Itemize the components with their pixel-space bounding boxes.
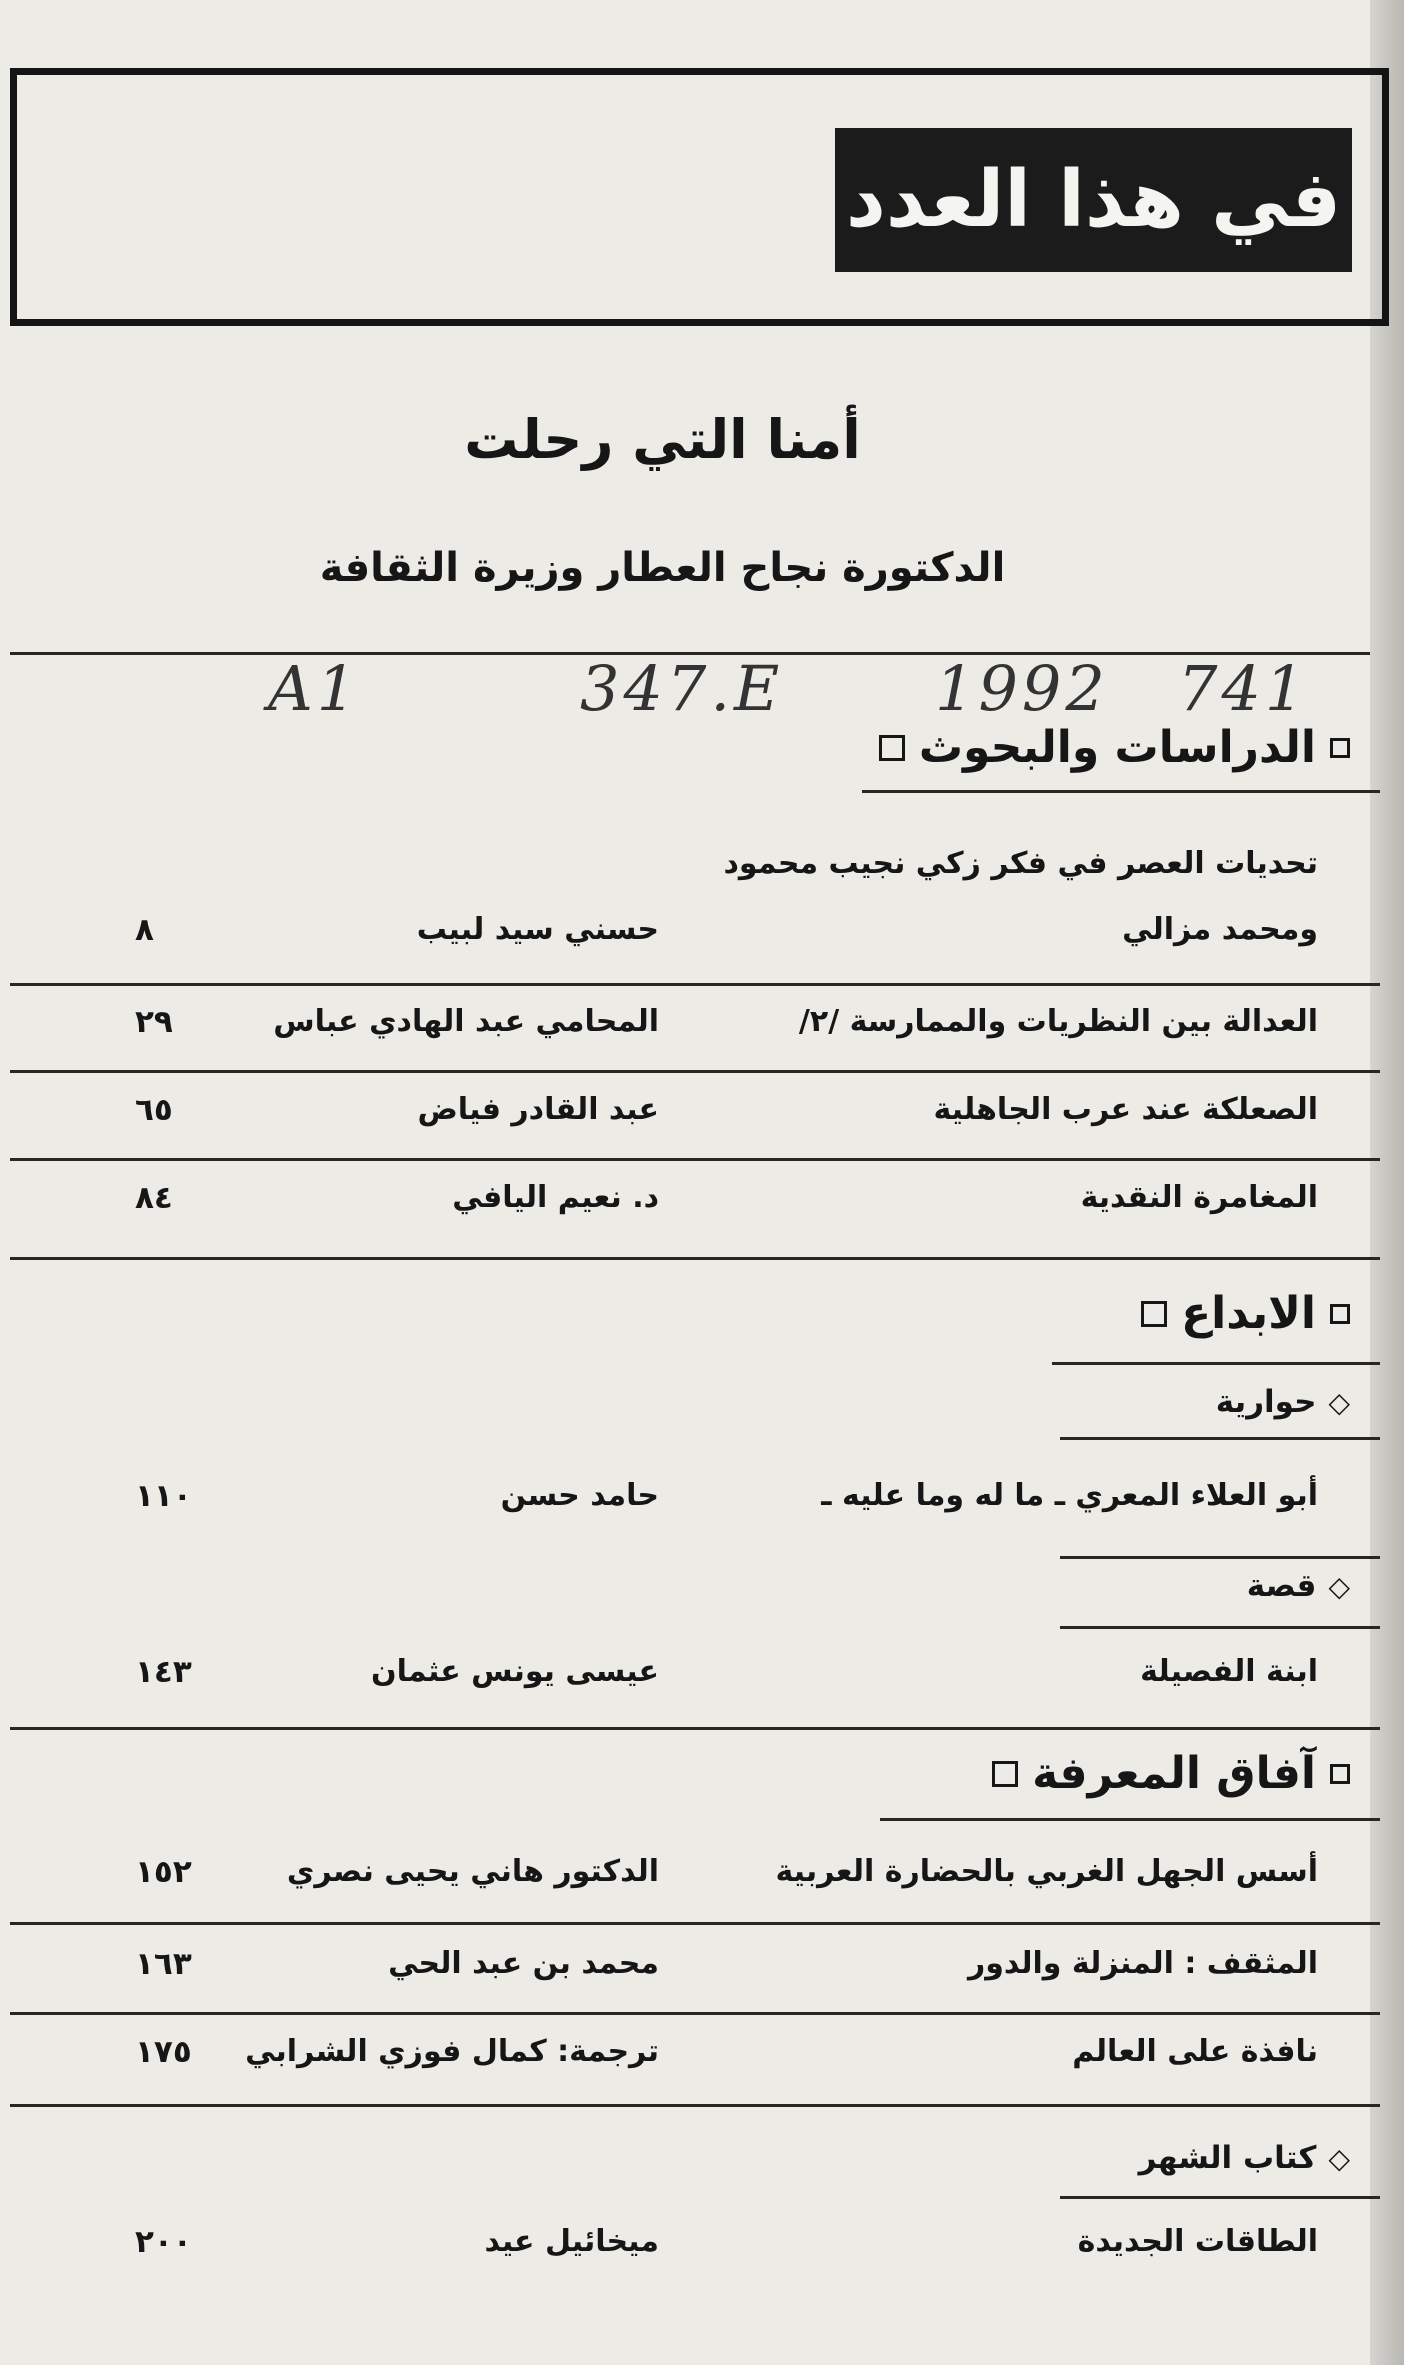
page-subtitle: الدكتورة نجاح العطار وزيرة الثقافة xyxy=(319,545,1006,591)
entry-page: ٦٥ xyxy=(135,1092,173,1128)
entry-author: الدكتور هاني يحيى نصري xyxy=(286,1854,659,1889)
toc-row xyxy=(0,1092,1404,1142)
entry-title: الطاقات الجديدة xyxy=(1077,2224,1318,2259)
section-heading xyxy=(992,1748,1350,1799)
toc-row xyxy=(0,1478,1404,1528)
entry-page: ١٤٣ xyxy=(135,1654,192,1690)
toc-row xyxy=(0,1180,1404,1230)
divider xyxy=(10,1070,1380,1073)
square-bullet-icon xyxy=(1330,1764,1350,1784)
divider xyxy=(1060,2196,1380,2199)
toc-row xyxy=(0,912,1404,962)
entry-page: ١٦٣ xyxy=(135,1946,192,1982)
divider xyxy=(1052,1362,1380,1365)
divider xyxy=(10,1257,1380,1260)
divider xyxy=(1060,1437,1380,1440)
entry-title: الصعلكة عند عرب الجاهلية xyxy=(933,1092,1318,1127)
entry-author: المحامي عبد الهادي عباس xyxy=(273,1004,659,1039)
header-banner: في هذا العدد xyxy=(835,128,1352,272)
entry-author: د. نعيم اليافي xyxy=(452,1180,659,1215)
entry-page: ١٥٢ xyxy=(135,1854,192,1890)
divider xyxy=(10,1922,1380,1925)
divider xyxy=(880,1818,1380,1821)
entry-page: ٨ xyxy=(135,912,154,948)
entry-title: أسس الجهل الغربي بالحضارة العربية xyxy=(775,1854,1318,1889)
divider xyxy=(862,790,1380,793)
toc-row xyxy=(0,2034,1404,2084)
entry-title: ابنة الفصيلة xyxy=(1140,1654,1318,1689)
page-title: أمنا التي رحلت xyxy=(464,408,861,471)
entry-author: حامد حسن xyxy=(500,1478,659,1513)
entry-page: ٨٤ xyxy=(135,1180,173,1216)
subsection-heading xyxy=(1247,1568,1350,1604)
diamond-bullet-icon: ◇ xyxy=(1328,1385,1350,1419)
entry-author: حسني سيد لبيب xyxy=(416,912,659,947)
subsection-label: حوارية xyxy=(1215,1384,1317,1420)
entry-author: محمد بن عبد الحي xyxy=(388,1946,659,1981)
divider xyxy=(10,2104,1380,2107)
divider xyxy=(10,1158,1380,1161)
entry-title: نافذة على العالم xyxy=(1072,2034,1318,2069)
entry-author: ترجمة: كمال فوزي الشرابي xyxy=(245,2034,659,2069)
entry-page: ١٧٥ xyxy=(135,2034,192,2070)
entry-page: ٢٩ xyxy=(135,1004,173,1040)
square-bullet-icon xyxy=(1330,1304,1350,1324)
toc-row xyxy=(0,1854,1404,1904)
divider xyxy=(1060,1556,1380,1559)
entry-title: أبو العلاء المعري ـ ما له وما عليه ـ xyxy=(821,1478,1318,1513)
toc-row xyxy=(0,1654,1404,1704)
entry-title: العدالة بين النظريات والممارسة /٢/ xyxy=(798,1004,1318,1039)
entry-author: عبد القادر فياض xyxy=(417,1092,659,1127)
subsection-heading xyxy=(1139,2140,1350,2176)
square-bullet-icon xyxy=(1330,738,1350,758)
subsection-label: قصة xyxy=(1246,1568,1317,1604)
section-heading-label: الدراسات والبحوث xyxy=(918,722,1316,773)
entry-author: عيسى يونس عثمان xyxy=(371,1654,659,1689)
divider xyxy=(1060,1626,1380,1629)
handwritten-note-4: 741 xyxy=(1178,652,1309,725)
entry-title-line-1: تحديات العصر في فكر زكي نجيب محمود xyxy=(723,846,1318,881)
section-heading xyxy=(1141,1288,1350,1339)
divider xyxy=(10,983,1380,986)
subsection-label: كتاب الشهر xyxy=(1138,2140,1317,2176)
entry-page: ٢٠٠ xyxy=(135,2224,192,2260)
divider xyxy=(10,2012,1380,2015)
diamond-bullet-icon: ◇ xyxy=(1328,1569,1350,1603)
divider xyxy=(10,1727,1380,1730)
entry-title: المثقف : المنزلة والدور xyxy=(967,1946,1318,1981)
diamond-bullet-icon: ◇ xyxy=(1328,2141,1350,2175)
section-heading-label: آفاق المعرفة xyxy=(1032,1748,1316,1799)
handwritten-note-3: 1992 xyxy=(935,652,1109,725)
entry-page: ١١٠ xyxy=(135,1478,192,1514)
section-heading-label: الابداع xyxy=(1181,1288,1316,1339)
toc-row xyxy=(0,2224,1404,2274)
entry-author: ميخائيل عيد xyxy=(484,2224,659,2259)
handwritten-note-1: A1 xyxy=(268,652,361,725)
entry-title: ومحمد مزالي xyxy=(1122,912,1318,947)
entry-title: المغامرة النقدية xyxy=(1080,1180,1318,1215)
handwritten-note-2: 347.E xyxy=(580,652,784,725)
toc-row xyxy=(0,1004,1404,1054)
section-heading xyxy=(879,722,1350,773)
square-bullet-icon xyxy=(879,735,905,761)
square-bullet-icon xyxy=(1141,1301,1167,1327)
square-bullet-icon xyxy=(992,1761,1018,1787)
toc-row xyxy=(0,1946,1404,1996)
subsection-heading xyxy=(1216,1384,1350,1420)
